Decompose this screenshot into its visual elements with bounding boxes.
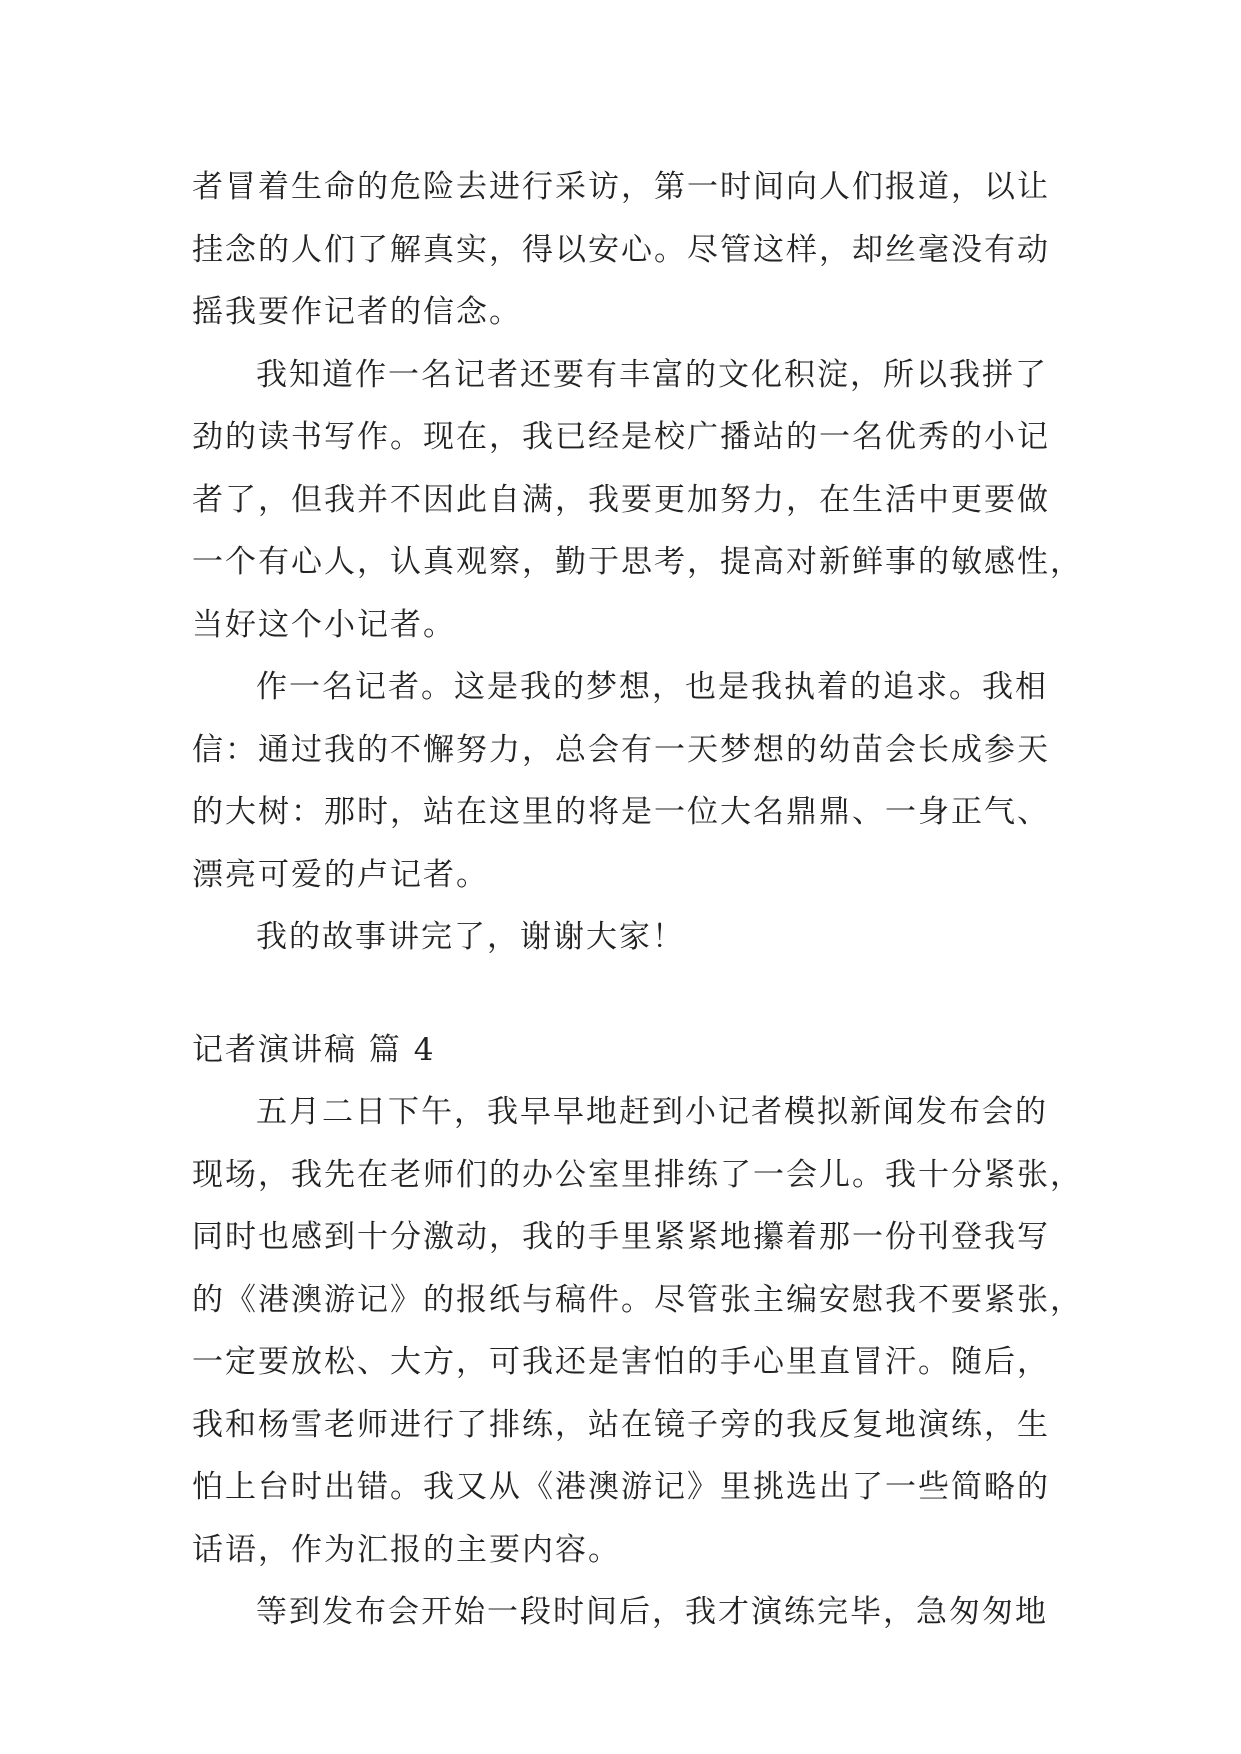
document-body [192,156,1083,1644]
text-line: 的大树：那时，站在这里的将是一位大名鼎鼎、一身正气、 [192,794,1050,830]
section-spacer [192,969,1072,1019]
text-line: 五月二日下午，我早早地赶到小记者模拟新闻发布会的 [256,1094,1048,1130]
paragraph [192,1081,1083,1581]
section-heading: 记者演讲稿 篇 4 [192,1031,436,1068]
text-line: 作一名记者。这是我的梦想，也是我执着的追求。我相 [256,669,1048,705]
paragraph [192,906,1072,969]
text-line: 我的故事讲完了，谢谢大家！ [256,919,685,955]
text-line: 者冒着生命的危险去进行采访，第一时间向人们报道，以让 [192,169,1050,205]
paragraph [192,344,1083,657]
text-line: 摇我要作记者的信念。 [192,294,522,330]
text-line: 话语，作为汇报的主要内容。 [192,1531,621,1568]
paragraph [192,656,1072,906]
text-line: 同时也感到十分激动，我的手里紧紧地攥着那一份刊登我写 [192,1219,1050,1255]
text-line: 等到发布会开始一段时间后，我才演练完毕，急匆匆地 [256,1594,1048,1630]
text-line: 一个有心人，认真观察，勤于思考，提高对新鲜事的敏感性， [192,544,1083,580]
text-line: 者了，但我并不因此自满，我要更加努力，在生活中更要做 [192,481,1050,518]
text-line: 信：通过我的不懈努力，总会有一天梦想的幼苗会长成参天 [192,731,1050,768]
text-line: 我和杨雪老师进行了排练，站在镜子旁的我反复地演练，生 [192,1406,1050,1443]
text-line: 一定要放松、大方，可我还是害怕的手心里直冒汗。随后， [192,1344,1050,1380]
text-line: 当好这个小记者。 [192,606,456,643]
text-line: 现场，我先在老师们的办公室里排练了一会儿。我十分紧张， [192,1156,1083,1193]
paragraph [192,156,1072,344]
text-line: 的《港澳游记》的报纸与稿件。尽管张主编安慰我不要紧张， [192,1281,1083,1318]
text-line: 漂亮可爱的卢记者。 [192,856,489,893]
text-line: 劲的读书写作。现在，我已经是校广播站的一名优秀的小记 [192,419,1050,455]
text-line: 怕上台时出错。我又从《港澳游记》里挑选出了一些简略的 [192,1469,1050,1505]
paragraph [192,1581,1072,1644]
text-line: 我知道作一名记者还要有丰富的文化积淀，所以我拼了 [256,356,1048,393]
text-line: 挂念的人们了解真实，得以安心。尽管这样，却丝毫没有动 [192,231,1050,268]
